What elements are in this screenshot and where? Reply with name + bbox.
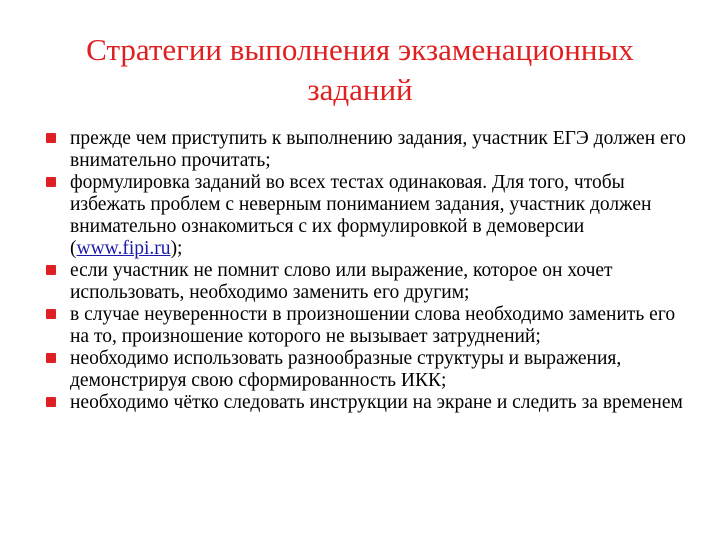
list-item	[44, 348, 694, 392]
square-bullet-icon	[46, 265, 56, 275]
square-bullet-icon	[46, 177, 56, 187]
square-bullet-icon	[46, 353, 56, 363]
bullet-text: необходимо использовать разнообразные структуры и выражения, демонстрируя свою сформированность ИКК;	[70, 348, 622, 391]
square-bullet-icon	[46, 309, 56, 319]
bullet-text: прежде чем приступить к выполнению задания, участник ЕГЭ должен его внимательно прочитать;	[70, 128, 686, 171]
fipi-link[interactable]: www.fipi.ru	[76, 238, 171, 259]
list-item	[44, 392, 694, 414]
bullet-text: в случае неуверенности в произношении слова необходимо заменить его на то, произношение которого не вызывает затруднений;	[70, 304, 676, 347]
list-item	[44, 128, 694, 172]
slide-title: Стратегии выполнения экзаменационных заданий	[86, 32, 634, 107]
bullet-list	[44, 128, 694, 414]
list-item	[44, 260, 694, 304]
bullet-text-end: );	[170, 238, 183, 259]
bullet-text: если участник не помнит слово или выражение, которое он хочет использовать, необходимо заменить его другим;	[70, 260, 613, 303]
bullet-text: формулировка заданий во всех тестах одинаковая. Для того, чтобы избежать проблем с неверным пониманием задания, участник должен внимательно ознакомиться с их формулировкой в демоверсии (	[70, 172, 652, 259]
list-item	[44, 172, 694, 260]
square-bullet-icon	[46, 397, 56, 407]
square-bullet-icon	[46, 133, 56, 143]
list-item	[44, 304, 694, 348]
bullet-text: необходимо чётко следовать инструкции на экране и следить за временем	[70, 392, 683, 413]
